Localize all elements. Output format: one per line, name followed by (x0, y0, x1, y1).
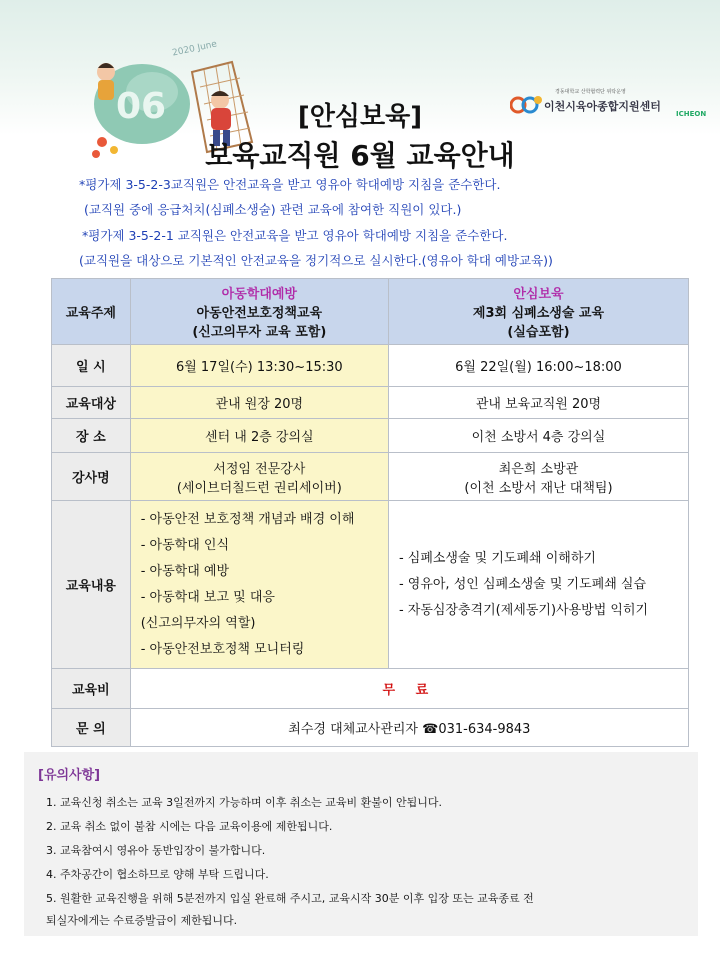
logo-subtitle: 경동대학교 산학협력단 위탁운영 (555, 89, 626, 95)
label-datetime: 일 시 (52, 345, 131, 387)
course-b-datetime: 6월 22일(월) 16:00~18:00 (388, 345, 688, 387)
course-b-content-item: - 영유아, 성인 심폐소생술 및 기도폐쇄 실습 (398, 576, 647, 592)
course-b-content-item: - 자동심장충격기(제세동기)사용방법 익히기 (398, 602, 649, 618)
table-row (52, 501, 689, 669)
table-row (52, 419, 689, 453)
course-a-contents (130, 501, 388, 669)
fee-value: 무 료 (130, 669, 688, 709)
notice-line: *평가제 3-5-2-3교직원은 안전교육을 받고 영유아 학대예방 지침을 준수한다. (79, 177, 501, 192)
course-a-content-item: - 아동안전 보호정책 개념과 배경 이해 (140, 511, 355, 527)
logo-name: 이천시육아종합지원센터 (544, 100, 661, 113)
table-row (52, 387, 689, 419)
label-content: 교육내용 (52, 501, 131, 669)
course-a-place: 센터 내 2층 강의실 (130, 419, 388, 453)
month-label: June (196, 39, 218, 54)
table-row (52, 669, 689, 709)
course-b-place: 이천 소방서 4층 강의실 (388, 419, 688, 453)
course-a-content-item: - 아동안전보호정책 모니터링 (140, 641, 305, 657)
table-row (52, 345, 689, 387)
course-b-name: 제3회 심폐소생술 교육 (472, 306, 605, 321)
page-title-tag: [안심보육] (297, 102, 423, 132)
course-a-instructor-name: 서정임 전문강사 (213, 461, 306, 477)
label-fee: 교육비 (52, 669, 131, 709)
caution-item: 4. 주차공간이 협소하므로 양해 부탁 드립니다. (46, 868, 269, 881)
notice-line: *평가제 3-5-2-1 교직원은 안전교육을 받고 영유아 학대예방 지침을 준수한다. (82, 228, 508, 243)
notice-line: (교직원 중에 응급처치(심폐소생술) 관련 교육에 참여한 직원이 있다.) (84, 202, 462, 217)
caution-item: 3. 교육참여시 영유아 동반입장이 불가합니다. (46, 844, 266, 857)
course-b-note: (실습포함) (507, 325, 570, 340)
table-row (52, 279, 689, 345)
course-a-content-item: - 아동학대 예방 (140, 563, 230, 579)
month-number: 06 (116, 86, 167, 127)
table-row (52, 453, 689, 501)
caution-item: 5. 원활한 교육진행을 위해 5분전까지 입실 완료해 주시고, 교육시작 30분 이후 입장 또는 교육종료 전 (46, 892, 534, 905)
label-target: 교육대상 (52, 387, 131, 419)
label-place: 장 소 (52, 419, 131, 453)
course-b-contents (388, 501, 688, 669)
education-table (51, 278, 689, 747)
logo-brand: ICHEON (676, 110, 707, 118)
course-b-instructor-org: (이천 소방서 재난 대책팀) (464, 480, 613, 496)
course-a-topic (130, 279, 388, 345)
table-row (52, 709, 689, 747)
caution-item: 2. 교육 취소 없이 불참 시에는 다음 교육이용에 제한됩니다. (46, 820, 333, 833)
caution-item: 1. 교육신청 취소는 교육 3일전까지 가능하며 이후 취소는 교육비 환불이 안됩니다. (46, 796, 442, 809)
course-a-content-item: - 아동학대 보고 및 대응 (140, 589, 275, 605)
course-b-target: 관내 보육교직원 20명 (388, 387, 688, 419)
course-a-instructor (130, 453, 388, 501)
course-b-instructor-name: 최은희 소방관 (498, 461, 579, 477)
course-b-instructor (388, 453, 688, 501)
course-a-content-item: - 아동학대 인식 (140, 537, 230, 553)
notice-line: (교직원을 대상으로 기본적인 안전교육을 정기적으로 실시한다.(영유아 학대 예방교육)) (79, 253, 553, 268)
course-a-datetime: 6월 17일(수) 13:30~15:30 (130, 345, 388, 387)
course-a-category: 아동학대예방 (221, 287, 297, 302)
course-b-topic (388, 279, 688, 345)
year-text: 2020 (171, 44, 196, 59)
label-instructor: 강사명 (52, 453, 131, 501)
page-title: 보육교직원 6월 교육안내 (205, 139, 515, 172)
course-b-content-item: - 심폐소생술 및 기도폐쇄 이해하기 (398, 550, 596, 566)
label-contact: 문 의 (52, 709, 131, 747)
course-a-target: 관내 원장 20명 (130, 387, 388, 419)
caution-section (24, 752, 698, 936)
course-a-instructor-org: (세이브더칠드런 권리세이버) (176, 480, 342, 496)
caution-title: [유의사항] (38, 768, 101, 783)
contact-value: 최수경 대체교사관리자 ☎031-634-9843 (130, 709, 688, 747)
course-a-content-item: (신고의무자의 역할) (140, 615, 256, 631)
caution-item: 퇴실자에게는 수료증발급이 제한됩니다. (46, 914, 238, 927)
course-a-note: (신고의무자 교육 포함) (192, 325, 327, 340)
course-a-name: 아동안전보호정책교육 (196, 306, 323, 321)
label-topic: 교육주제 (52, 279, 131, 345)
course-b-category: 안심보육 (513, 287, 564, 302)
